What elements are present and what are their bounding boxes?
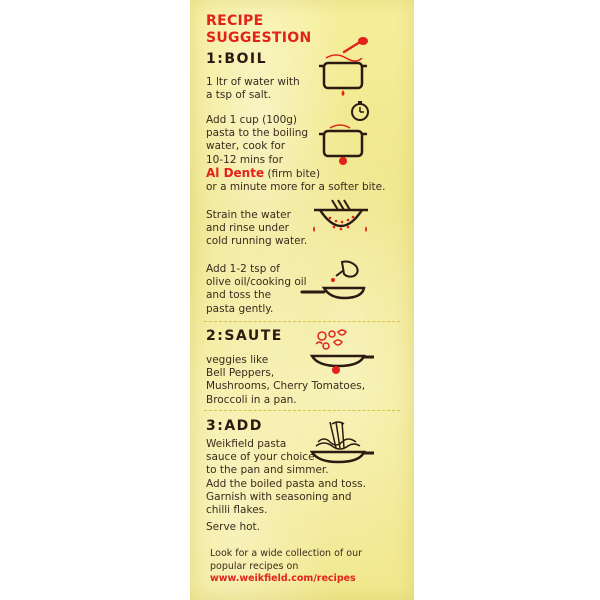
boil-step-oil — [206, 263, 307, 316]
text-line: Bell Peppers, — [206, 367, 275, 380]
text-line: Strain the water — [206, 209, 291, 221]
recipe-panel — [190, 0, 414, 600]
footer-line-1: Look for a wide collection of our — [210, 548, 363, 559]
al-dente-note: (firm bite) — [267, 167, 321, 180]
recipe-header — [206, 13, 311, 47]
footer — [210, 548, 362, 586]
text-line: Add 1 cup (100g) — [206, 114, 298, 126]
al-dente-line — [206, 167, 385, 181]
section-title-saute: 2:SAUTE — [206, 328, 283, 344]
text-line: Mushrooms, Cherry Tomatoes, — [206, 380, 366, 393]
text-line: Weikfield pasta — [206, 438, 287, 450]
text-line: and rinse under — [206, 222, 290, 235]
boil-step-pasta — [206, 114, 385, 194]
pan-with-oil-icon — [300, 258, 372, 308]
boil-step-strain — [206, 209, 307, 249]
footer-line-2: popular recipes on — [210, 560, 299, 572]
text-line: pasta gently. — [206, 302, 274, 315]
text-line: 1 ltr of water with — [206, 76, 300, 88]
text-line: Garnish with seasoning and — [206, 490, 352, 503]
text-line: veggies like — [206, 354, 269, 366]
section-title-boil: 1:BOIL — [206, 51, 268, 67]
pot-with-spoon-icon — [316, 36, 372, 96]
text-line: sauce of your choice — [206, 451, 315, 464]
divider — [204, 321, 400, 322]
boil-step-water — [206, 76, 300, 102]
text-line: pasta to the boiling — [206, 127, 309, 140]
text-line: chilli flakes. — [206, 504, 268, 517]
text-line: cold running water. — [206, 235, 308, 248]
divider — [204, 410, 400, 411]
header-line-1: RECIPE — [206, 13, 264, 29]
text-line: Add 1-2 tsp of — [206, 263, 280, 275]
text-line: to the pan and simmer. — [206, 464, 329, 477]
recipes-link[interactable]: www.weikfield.com/recipes — [210, 573, 356, 584]
header-line-2: SUGGESTION — [206, 30, 312, 46]
serve-hot-text: Serve hot. — [206, 521, 260, 533]
text-line: water, cook for — [206, 140, 286, 153]
al-dente-label: Al Dente — [206, 165, 265, 180]
add-step — [206, 438, 366, 517]
text-line: Add the boiled pasta and toss. — [206, 477, 366, 490]
section-title-add: 3:ADD — [206, 418, 263, 434]
text-line: and toss the — [206, 289, 272, 302]
text-line: a tsp of salt. — [206, 89, 272, 102]
text-line: or a minute more for a softer bite. — [206, 181, 386, 194]
text-line: 10-12 mins for — [206, 153, 283, 166]
text-line: Broccoli in a pan. — [206, 393, 297, 406]
text-line: olive oil/cooking oil — [206, 276, 307, 289]
saute-step — [206, 354, 365, 407]
strainer-icon — [308, 196, 374, 246]
